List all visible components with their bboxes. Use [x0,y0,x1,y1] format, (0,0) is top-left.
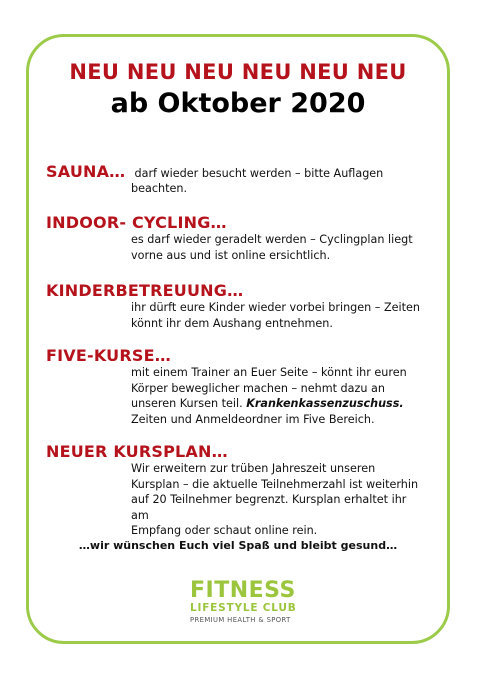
section-title: NEUER KURSPLAN… [46,442,228,461]
section-text-emphasis: Krankenkassenzuschuss. [246,397,404,410]
section-text-line: Wir erweitern zur trüben Jahreszeit unseren [131,462,376,475]
section-title: KINDERBETREUUNG… [46,281,244,300]
section-text-segment: unseren Kursen teil. [131,397,247,410]
closing-message: …wir wünschen Euch viel Spaß und bleibt gesund… [78,539,398,552]
section-indoor-cycling [46,213,413,263]
logo-sub-text: LIFESTYLE CLUB [190,602,297,614]
section-title: INDOOR- CYCLING… [46,213,227,232]
section-sauna [46,162,406,197]
section-text-line: es darf wieder geradelt werden – Cyclingplan liegt [131,233,413,246]
section-text-line: ihr dürft eure Kinder wieder vorbei bringen – Zeiten [131,301,420,314]
section-text-line: beachten. [131,182,187,195]
section-five-kurse [46,346,406,427]
headline: NEU NEU NEU NEU NEU NEU [69,60,407,84]
section-text [131,461,421,539]
section-text-line: Kursplan – die aktuelle Teilnehmerzahl ist weiterhin [131,477,419,491]
section-text-line: mit einem Trainer an Euer Seite – könnt ihr euren [131,366,407,379]
section-kinderbetreuung [46,281,420,331]
section-text-line: Körper beweglicher machen – nehmt dazu an [131,381,385,395]
section-text-line: auf 20 Teilnehmer begrenzt. Kursplan erhaltet ihr am [131,493,407,522]
section-text-line: vorne aus und ist online ersichtlich. [131,248,331,262]
subheadline: ab Oktober 2020 [110,88,366,119]
section-text-line: könnt ihr dem Aushang entnehmen. [131,316,333,330]
fitness-logo [190,580,320,625]
section-text [131,365,421,427]
section-text-line [131,396,421,412]
section-text-line: darf wieder besucht werden – bitte Auflagen [134,167,384,180]
section-neuer-kursplan [46,442,419,539]
poster-frame [26,34,450,644]
section-text [131,300,421,331]
logo-main-text: FITNESS [190,578,296,603]
section-title: SAUNA… [46,162,126,181]
section-title: FIVE-KURSE… [46,346,171,365]
section-text-line: Zeiten und Anmeldeordner im Five Bereich. [131,412,375,426]
section-text-line: Empfang oder schaut online rein. [131,524,318,537]
section-text [131,232,421,263]
logo-tagline: PREMIUM HEALTH & SPORT [190,616,291,624]
